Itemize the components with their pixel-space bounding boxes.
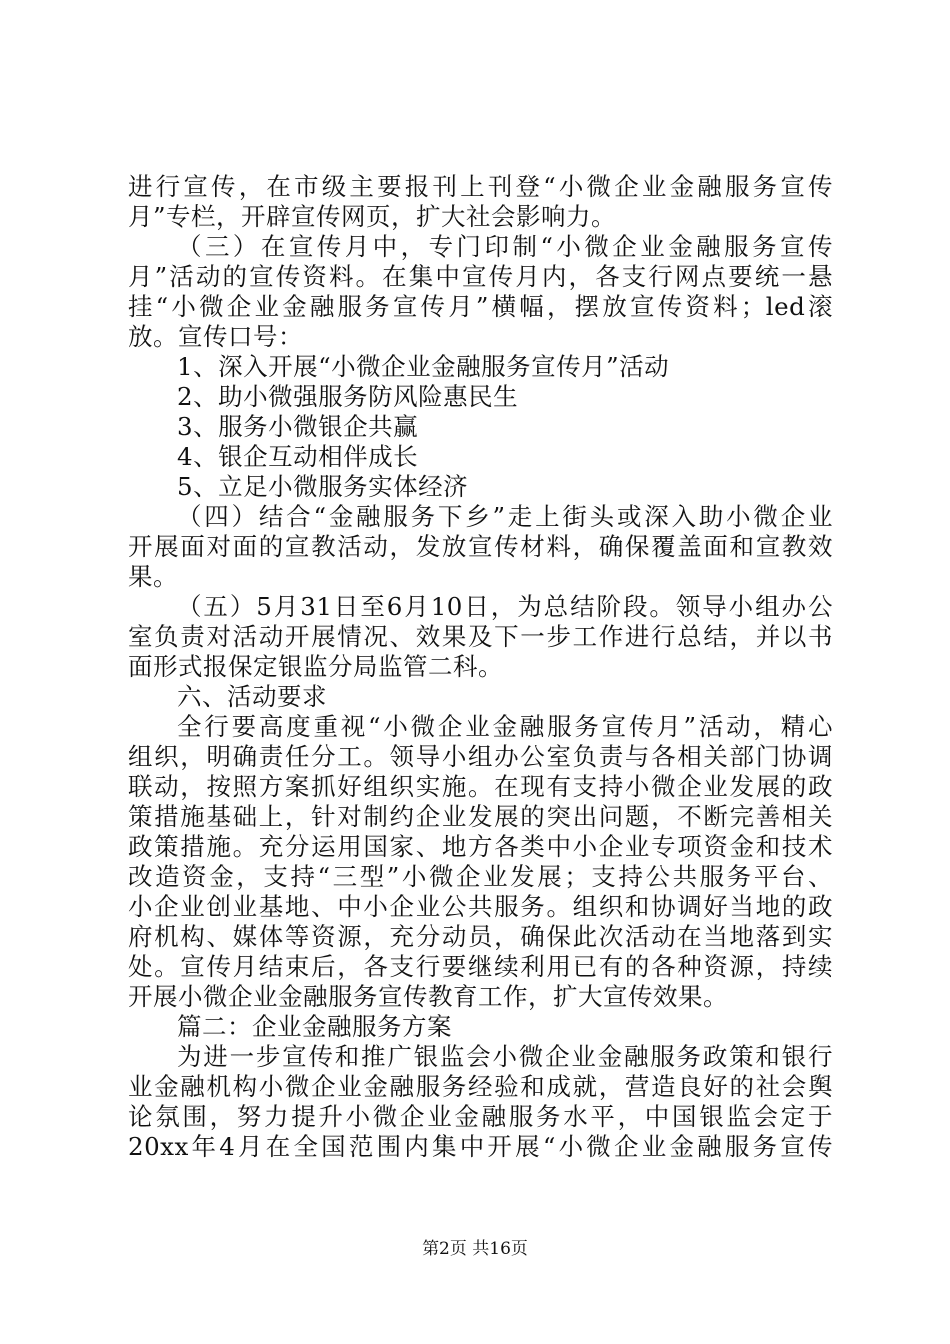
text-line: （三）在宣传月中，专门印制“小微企业金融服务宣传 <box>177 232 833 261</box>
text-line: 挂“小微企业金融服务宣传月”横幅，摆放宣传资料；led滚 <box>128 292 833 321</box>
text-line: 面形式报保定银监分局监管二科。 <box>128 652 503 681</box>
text-line: 月”活动的宣传资料。在集中宣传月内，各支行网点要统一悬 <box>128 262 833 291</box>
text-line: （五）5月31日至6月10日，为总结阶段。领导小组办公 <box>177 592 833 621</box>
text-line: 六、活动要求 <box>177 682 327 711</box>
text-line: 3、服务小微银企共赢 <box>177 412 419 441</box>
text-line: 篇二：企业金融服务方案 <box>177 1012 452 1041</box>
text-line: 处。宣传月结束后，各支行要继续利用已有的各种资源，持续 <box>128 952 833 981</box>
text-line: 小企业创业基地、中小企业公共服务。组织和协调好当地的政 <box>128 892 833 921</box>
text-line: （四）结合“金融服务下乡”走上街头或深入助小微企业 <box>177 502 833 531</box>
text-line: 进行宣传，在市级主要报刊上刊登“小微企业金融服务宣传 <box>128 172 833 201</box>
text-line: 策措施基础上，针对制约企业发展的突出问题，不断完善相关 <box>128 802 833 831</box>
text-line: 果。 <box>128 562 178 591</box>
text-line: 2、助小微强服务防风险惠民生 <box>177 382 519 411</box>
text-line: 4、银企互动相伴成长 <box>177 442 419 471</box>
text-line: 开展面对面的宣教活动，发放宣传材料，确保覆盖面和宣教效 <box>128 532 833 561</box>
text-line: 政策措施。充分运用国家、地方各类中小企业专项资金和技术 <box>128 832 833 861</box>
text-line: 20xx年4月在全国范围内集中开展“小微企业金融服务宣传 <box>128 1132 833 1161</box>
text-line: 放。宣传口号： <box>128 322 303 351</box>
text-line: 论氛围，努力提升小微企业金融服务水平，中国银监会定于 <box>128 1102 833 1131</box>
text-line: 月”专栏，开辟宣传网页，扩大社会影响力。 <box>128 202 617 231</box>
text-line: 开展小微企业金融服务宣传教育工作，扩大宣传效果。 <box>128 982 728 1011</box>
text-line: 1、深入开展“小微企业金融服务宣传月”活动 <box>177 352 670 381</box>
text-line: 为进一步宣传和推广银监会小微企业金融服务政策和银行 <box>177 1042 833 1071</box>
text-line: 业金融机构小微企业金融服务经验和成就，营造良好的社会舆 <box>128 1072 833 1101</box>
text-line: 改造资金，支持“三型”小微企业发展；支持公共服务平台、 <box>128 862 833 891</box>
text-line: 府机构、媒体等资源，充分动员，确保此次活动在当地落到实 <box>128 922 833 951</box>
text-line: 室负责对活动开展情况、效果及下一步工作进行总结，并以书 <box>128 622 833 651</box>
page-number-footer: 第2页 共16页 <box>422 1239 528 1259</box>
text-line: 5、立足小微服务实体经济 <box>177 472 469 501</box>
text-line: 联动，按照方案抓好组织实施。在现有支持小微企业发展的政 <box>128 772 833 801</box>
text-line: 全行要高度重视“小微企业金融服务宣传月”活动，精心 <box>177 712 833 741</box>
document-body <box>128 172 833 1162</box>
text-line: 组织，明确责任分工。领导小组办公室负责与各相关部门协调 <box>128 742 833 771</box>
